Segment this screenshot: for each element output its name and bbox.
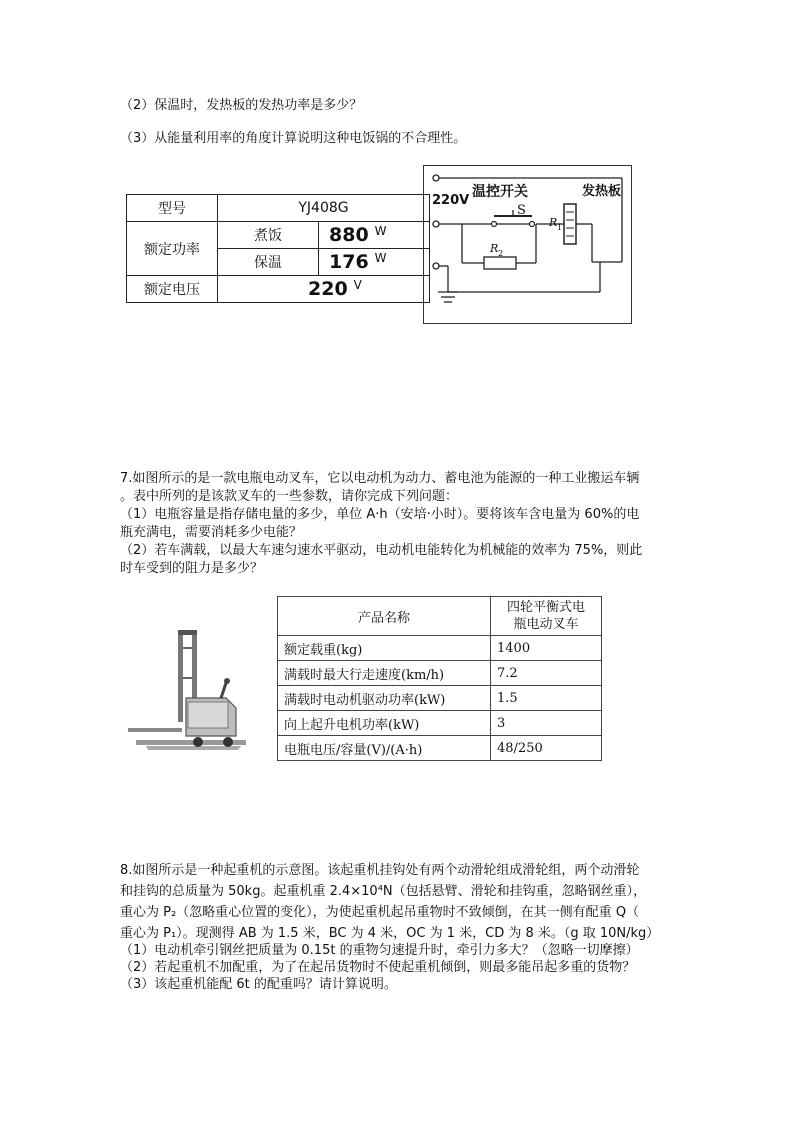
- q6-sub3: （3）从能量利用率的角度计算说明这种电饭锅的不合理性。: [120, 131, 467, 146]
- row-label: 电瓶电压/容量(V)/(A·h): [278, 736, 491, 761]
- forklift-spec-table: [277, 596, 602, 761]
- row-label: 向上起升电机功率(kW): [278, 711, 491, 736]
- voltage-unit: V: [353, 278, 362, 293]
- cook-unit: W: [374, 224, 387, 239]
- q7-line3: （1）电瓶容量是指存储电量的多少，单位 A·h（安培·小时）。要将该车含电量为 60%的电: [120, 507, 640, 522]
- power-label: 额定功率: [127, 222, 218, 276]
- product-name-value-line2: 瓶电动叉车: [513, 617, 579, 632]
- r2-label: R: [490, 242, 499, 255]
- warm-value: 176: [329, 251, 369, 273]
- q8-line5: （1）电动机牵引钢丝把质量为 0.15t 的重物匀速提升时，牵引力多大？（忽略一切摩擦）: [120, 943, 639, 958]
- circuit-svg: [424, 166, 630, 322]
- q6-sub2: （2）保温时，发热板的发热功率是多少？: [120, 98, 363, 113]
- row-label: 满载时电动机驱动功率(kW): [278, 686, 491, 711]
- voltage-label: 额定电压: [127, 276, 218, 303]
- row-value: 3: [491, 711, 602, 736]
- product-name-value: [491, 597, 602, 636]
- table-row: [278, 736, 602, 761]
- row-label: 额定载重(kg): [278, 636, 491, 661]
- q7-line2: 。表中所列的是该款叉车的一些参数，请你完成下列问题：: [120, 489, 459, 504]
- model-label: 型号: [127, 195, 218, 222]
- table-row: [278, 636, 602, 661]
- q8-line3: 重心为 P₂（忽略重心位置的变化），为使起重机起吊重物时不致倾倒，在其一侧有配重 Q（: [120, 905, 640, 920]
- q8-line6: （2）若起重机不加配重，为了在起吊货物时不使起重机倾倒，则最多能吊起多重的货物？: [120, 960, 636, 975]
- row-label: 满载时最大行走速度(km/h): [278, 661, 491, 686]
- q8-line4: 重心为 P₁）。现测得 AB 为 1.5 米，BC 为 4 米，OC 为 1 米，CD 为 8 米。（g 取 10N/kg）: [120, 926, 660, 941]
- row-value: 48/250: [491, 736, 602, 761]
- cook-value: 880: [329, 224, 369, 246]
- r2-subscript: 2: [498, 249, 504, 258]
- warm-label: 保温: [218, 249, 319, 276]
- product-name-label: 产品名称: [278, 597, 491, 636]
- forklift-illustration: [126, 628, 256, 753]
- row-value: 1400: [491, 636, 602, 661]
- row-value: 1.5: [491, 686, 602, 711]
- table-row: [278, 661, 602, 686]
- voltage-value: 220: [308, 278, 348, 300]
- q7-line5: （2）若车满载，以最大车速匀速水平驱动，电动机电能转化为机械能的效率为 75%，则此: [120, 543, 643, 558]
- q7-line6: 时车受到的阻力是多少？: [120, 561, 264, 576]
- switch-label: 温控开关: [472, 184, 528, 200]
- heater-label: 发热板: [582, 184, 622, 199]
- voltage-value-cell: [218, 276, 430, 303]
- cook-label: 煮饭: [218, 222, 319, 249]
- cooker-spec-table: [126, 194, 430, 303]
- q8-line1: 8.如图所示是一种起重机的示意图。该起重机挂钩处有两个动滑轮组成滑轮组，两个动滑轮: [120, 863, 640, 878]
- circuit-diagram: [423, 165, 632, 324]
- q7-line4: 瓶充满电，需要消耗多少电能？: [120, 525, 303, 540]
- q7-line1: 7.如图所示的是一款电瓶电动叉车，它以电动机为动力、蓄电池为能源的一种工业搬运车辆: [120, 471, 640, 486]
- r1-subscript: 1: [557, 223, 563, 232]
- cook-value-cell: [319, 222, 430, 249]
- switch-s-label: S: [517, 203, 526, 218]
- q8-line7: （3）该起重机能配 6t 的配重吗？请计算说明。: [120, 977, 397, 992]
- r1-label: R: [549, 216, 558, 229]
- warm-value-cell: [319, 249, 430, 276]
- product-name-value-line1: 四轮平衡式电: [506, 600, 585, 615]
- table-row: [278, 686, 602, 711]
- circuit-voltage-label: 220V: [432, 193, 470, 208]
- row-value: 7.2: [491, 661, 602, 686]
- model-value: YJ408G: [218, 195, 430, 222]
- warm-unit: W: [374, 251, 387, 266]
- table-row: [278, 711, 602, 736]
- q8-line2: 和挂钩的总质量为 50kg。起重机重 2.4×10⁴N（包括悬臂、滑轮和挂钩重，忽略钢丝重），: [120, 884, 647, 899]
